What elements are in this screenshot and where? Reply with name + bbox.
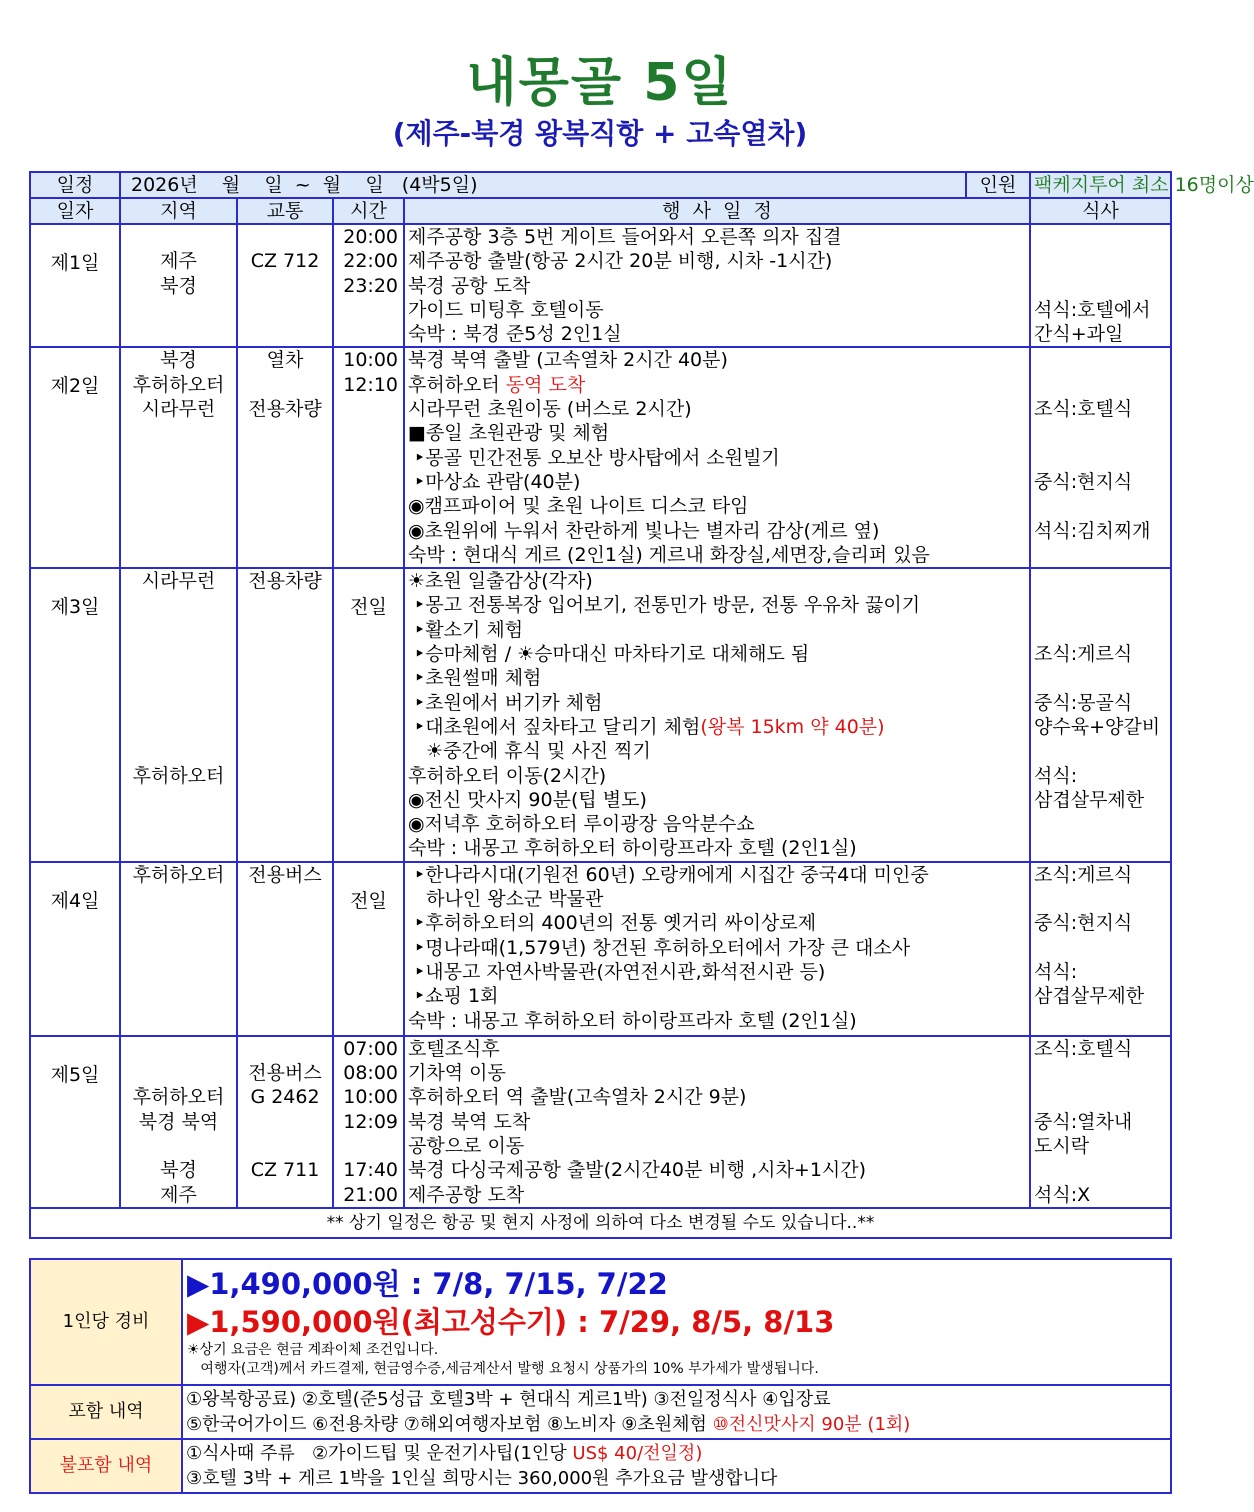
meal-line: 조식:호텔식 — [1034, 398, 1133, 421]
meal-line — [1034, 936, 1167, 960]
time-line — [337, 1134, 398, 1158]
day-meals — [1030, 347, 1171, 568]
excluded-line-1-red: US$ 40/전일정) — [572, 1443, 703, 1464]
transport-line: CZ 711 — [250, 1159, 320, 1182]
itinerary-line: 북경 다싱국제공항 출발(2시간40분 비행 ,시차+1시간) — [408, 1159, 867, 1182]
price-line-peak: ▶1,590,000원(최고성수기) : 7/29, 8/5, 8/13 — [187, 1305, 835, 1339]
day-transport — [237, 1036, 333, 1208]
itinerary-line: ‣몽고 전통복장 입어보기, 전통민가 방문, 전통 우유차 끓이기 — [408, 594, 921, 617]
meal-line: 간식+과일 — [1034, 323, 1124, 346]
day-row — [30, 347, 1171, 568]
day-times — [333, 862, 404, 1036]
meal-line — [1034, 593, 1167, 617]
included-label: 포함 내역 — [30, 1385, 182, 1439]
schedule-note: ** 상기 일정은 항공 및 현지 사정에 의하여 다소 변경될 수도 있습니다..** — [30, 1208, 1171, 1238]
itinerary-line: ☀중간에 휴식 및 사진 찍기 — [408, 740, 651, 763]
meal-line — [1034, 274, 1167, 298]
transport-line — [241, 1110, 329, 1134]
itinerary-line: 후허하오터 이동(2시간) — [408, 764, 607, 787]
people-value: 팩케지투어 최소 16명이상 — [1034, 174, 1254, 196]
schedule-label: 일정 — [30, 172, 120, 198]
day-region — [120, 862, 237, 1036]
day-region — [120, 568, 237, 862]
region-line — [124, 739, 233, 763]
meal-line — [1034, 1158, 1167, 1182]
time-line: 22:00 — [343, 250, 398, 273]
header-transport: 교통 — [237, 198, 333, 224]
time-line: 전일 — [350, 889, 387, 912]
header-meal: 식사 — [1030, 198, 1171, 224]
included-line-2-red: ⑩전신맛사지 90분 (1회) — [712, 1414, 911, 1435]
meal-line — [1034, 1085, 1167, 1109]
time-line: 23:20 — [343, 274, 398, 297]
transport-line: CZ 712 — [250, 250, 320, 273]
day-transport — [237, 862, 333, 1036]
itinerary-line: 가이드 미팅후 호텔이동 — [408, 298, 604, 321]
region-line — [124, 666, 233, 690]
day-times — [333, 224, 404, 347]
itinerary-line: ‣마상쇼 관람(40분) — [408, 470, 581, 493]
meal-line — [1034, 739, 1167, 763]
meal-line — [1034, 618, 1167, 642]
page-title: 내몽골 5일 — [466, 53, 734, 113]
meal-line — [1034, 1061, 1167, 1085]
itinerary-line: ‣내몽고 자연사박물관(자연전시관,화석전시관 등) — [408, 960, 826, 983]
itinerary-line: ‣쇼핑 1회 — [408, 985, 499, 1008]
excluded-line-2: ③호텔 3박 + 게르 1박을 1인실 희망시는 360,000원 추가요금 발생합니다 — [186, 1468, 778, 1489]
region-line: 북경 북역 — [138, 1110, 219, 1133]
region-line — [124, 1037, 233, 1061]
day-times — [333, 568, 404, 862]
itinerary-line: ■종일 초원관광 및 체험 — [408, 422, 610, 445]
day-times — [333, 1036, 404, 1208]
day-meals — [1030, 1036, 1171, 1208]
itinerary-line: 제주공항 출발(항공 2시간 20분 비행, 시차 -1시간) — [408, 250, 833, 273]
itinerary-line — [408, 715, 1026, 739]
meal-line: 중식:열차내 — [1034, 1110, 1133, 1133]
time-line: 10:00 — [343, 349, 398, 372]
day-meals — [1030, 862, 1171, 1036]
itinerary-line: 시라무런 초원이동 (버스로 2시간) — [408, 398, 692, 421]
itinerary-line: 북경 북역 출발 (고속열차 2시간 40분) — [408, 349, 728, 372]
time-line: 12:10 — [343, 373, 398, 396]
included-line-2: ⑤한국어가이드 ⑥전용차량 ⑦해외여행자보험 ⑧노비자 ⑨초원체험 — [186, 1414, 713, 1435]
transport-line: G 2462 — [250, 1086, 320, 1109]
itinerary-line: 공항으로 이동 — [408, 1134, 525, 1157]
itinerary-line: 북경 북역 도착 — [408, 1110, 531, 1133]
people-label: 인원 — [965, 173, 1029, 197]
meal-line — [1034, 249, 1167, 273]
meal-line — [1034, 373, 1167, 397]
meal-line: 삼겹살무제한 — [1034, 788, 1145, 811]
header-region: 지역 — [120, 198, 237, 224]
region-line: 후허하오터 — [132, 764, 225, 787]
region-line — [124, 715, 233, 739]
transport-line: 전용버스 — [248, 1062, 322, 1085]
itinerary-line: ‣후허하오터의 400년의 전통 옛거리 싸이상로제 — [408, 912, 817, 935]
schedule-value: 2026년 월 일 ~ 월 일 (4박5일) — [131, 174, 478, 196]
meal-line: 도시락 — [1034, 1134, 1090, 1157]
time-line: 12:09 — [343, 1110, 398, 1133]
note-row — [30, 1208, 1171, 1238]
day-region — [120, 1036, 237, 1208]
meal-line: 중식:현지식 — [1034, 912, 1133, 935]
day-row — [30, 1036, 1171, 1208]
meal-line: 석식:X — [1034, 1183, 1091, 1206]
itinerary-highlight: 동역 도착 — [505, 373, 586, 396]
time-line: 08:00 — [343, 1062, 398, 1085]
header-time: 시간 — [333, 198, 404, 224]
time-line: 07:00 — [343, 1037, 398, 1060]
region-line: 북경 — [160, 1159, 197, 1182]
transport-line: 열차 — [266, 349, 304, 372]
region-line: 북경 — [160, 274, 197, 297]
itinerary-line: 호텔조식후 — [408, 1037, 500, 1060]
itinerary-line: 숙박 : 북경 준5성 2인1실 — [408, 323, 622, 346]
meal-line — [1034, 348, 1167, 372]
day-transport — [237, 224, 333, 347]
itinerary-line: 숙박 : 내몽고 후허하오터 하이랑프라자 호텔 (2인1실) — [408, 837, 857, 860]
itinerary-line: ◉저녁후 호허하오터 루이광장 음악분수쇼 — [408, 813, 755, 836]
price-table — [29, 1258, 1172, 1494]
meal-line: 양수육+양갈비 — [1034, 715, 1161, 738]
region-line: 후허하오터 — [132, 373, 225, 396]
price-note-2: 여행자(고객)께서 카드결제, 현금영수증,세금계산서 발행 요청시 상품가의 10% 부가세가 발생됩니다. — [187, 1361, 819, 1377]
day-label: 제1일 — [30, 224, 120, 347]
itinerary-line: 제주공항 3층 5번 게이트 들어와서 오른쪽 의자 집결 — [408, 226, 842, 248]
transport-line: 전용버스 — [248, 863, 322, 886]
time-line: 10:00 — [343, 1086, 398, 1109]
meal-line: 조식:게르식 — [1034, 643, 1133, 666]
itinerary-line: ‣초원썰매 체험 — [408, 667, 542, 690]
header-day: 일자 — [30, 198, 120, 224]
meal-line — [1034, 887, 1167, 911]
itinerary-line: 숙박 : 현대식 게르 (2인1실) 게르내 화장실,세면장,슬리퍼 있음 — [408, 543, 930, 566]
column-header-row — [30, 198, 1171, 224]
excluded-row — [30, 1439, 1171, 1493]
region-line: 후허하오터 — [132, 863, 225, 886]
itinerary-line: ◉초원위에 누워서 찬란하게 빛나는 별자리 감상(게르 옆) — [408, 519, 880, 542]
region-line — [124, 593, 233, 617]
meal-line: 석식: — [1034, 764, 1078, 787]
region-line: 제주 — [160, 250, 197, 273]
region-line — [124, 225, 233, 249]
region-line — [124, 618, 233, 642]
day-itinerary — [404, 862, 1030, 1036]
itinerary-table — [29, 171, 1254, 1239]
transport-line: 전용차량 — [248, 570, 322, 593]
itinerary-line: ◉캠프파이어 및 초원 나이트 디스코 타임 — [408, 495, 749, 518]
time-line: 21:00 — [343, 1183, 398, 1206]
day-region — [120, 347, 237, 568]
transport-line — [241, 373, 329, 397]
day-transport — [237, 347, 333, 568]
meal-line — [1034, 666, 1167, 690]
day-meals — [1030, 224, 1171, 347]
region-line — [124, 691, 233, 715]
price-label: 1인당 경비 — [30, 1259, 182, 1385]
region-line: 북경 — [160, 349, 197, 372]
day-itinerary — [404, 224, 1030, 347]
itinerary-line: ‣활소기 체험 — [408, 618, 524, 641]
included-line-1: ①왕복항공료) ②호텔(준5성급 호텔3박 + 현대식 게르1박) ③전일정식사 ④입장료 — [186, 1389, 831, 1410]
region-line: 시라무런 — [141, 398, 216, 421]
meal-line: 석식: — [1034, 960, 1078, 983]
itinerary-line — [408, 373, 1026, 397]
price-line-regular: ▶1,490,000원 : 7/8, 7/15, 7/22 — [187, 1267, 668, 1301]
itinerary-line: 숙박 : 내몽고 후허하오터 하이랑프라자 호텔 (2인1실) — [408, 1009, 857, 1032]
day-itinerary — [404, 347, 1030, 568]
itinerary-line: ◉전신 맛사지 90분(팁 별도) — [408, 788, 647, 811]
meal-line — [1034, 225, 1167, 249]
region-line — [124, 642, 233, 666]
meal-line: 중식:현지식 — [1034, 470, 1133, 493]
transport-line — [241, 1037, 329, 1061]
region-line — [124, 1134, 233, 1158]
region-line — [124, 1061, 233, 1085]
itinerary-line: ☀초원 일출감상(각자) — [408, 570, 593, 593]
page-subtitle: (제주-북경 왕복직항 + 고속열차) — [392, 117, 808, 150]
itinerary-line: ‣몽골 민간전통 오보산 방사탑에서 소원빌기 — [408, 446, 780, 469]
itinerary-line: ‣명나라때(1,579년) 창건된 후허하오터에서 가장 큰 대소사 — [408, 936, 911, 959]
meal-line — [1034, 569, 1167, 593]
day-label: 제5일 — [30, 1036, 120, 1208]
itinerary-text: 후허하오터 — [408, 373, 506, 396]
itinerary-line: 북경 공항 도착 — [408, 274, 531, 297]
excluded-line-1: ①식사때 주류 ②가이드팁 및 운전기사팁(1인당 — [186, 1443, 573, 1464]
day-times — [333, 347, 404, 568]
itinerary-line: 후허하오터 역 출발(고속열차 2시간 9분) — [408, 1086, 747, 1109]
itinerary-line: 제주공항 도착 — [408, 1183, 525, 1206]
meal-line: 석식:호텔에서 — [1034, 298, 1151, 321]
itinerary-highlight: (왕복 15km 약 40분) — [700, 715, 885, 738]
price-row — [30, 1259, 1171, 1385]
day-row — [30, 224, 1171, 347]
day-label: 제4일 — [30, 862, 120, 1036]
day-meals — [1030, 568, 1171, 862]
included-row — [30, 1385, 1171, 1439]
day-itinerary — [404, 1036, 1030, 1208]
day-label: 제3일 — [30, 568, 120, 862]
price-note-1: ☀상기 요금은 현금 계좌이체 조건입니다. — [187, 1342, 439, 1358]
meal-line: 삼겹살무제한 — [1034, 985, 1145, 1008]
day-row — [30, 862, 1171, 1036]
itinerary-line: 하나인 왕소군 박물관 — [408, 888, 604, 911]
meal-line — [1034, 446, 1167, 470]
meal-line: 석식:김치찌개 — [1034, 519, 1151, 542]
itinerary-line: ‣초원에서 버기카 체험 — [408, 691, 603, 714]
day-itinerary — [404, 568, 1030, 862]
itinerary-line: ‣한나라시대(기원전 60년) 오랑캐에게 시집간 중국4대 미인중 — [408, 863, 929, 886]
transport-line: 전용차량 — [248, 398, 322, 421]
day-row — [30, 568, 1171, 862]
time-line: 20:00 — [343, 226, 398, 248]
day-transport — [237, 568, 333, 862]
meal-line — [1034, 494, 1167, 518]
day-label: 제2일 — [30, 347, 120, 568]
transport-line — [241, 225, 329, 249]
itinerary-line: 기차역 이동 — [408, 1062, 506, 1085]
region-line: 제주 — [160, 1183, 197, 1206]
meal-line: 조식:게르식 — [1034, 863, 1133, 886]
transport-line — [241, 1134, 329, 1158]
itinerary-text: ‣대초원에서 짚차타고 달리기 체험 — [408, 715, 701, 738]
meal-line: 조식:호텔식 — [1034, 1037, 1133, 1060]
schedule-info-row — [30, 172, 1171, 198]
region-line: 시라무런 — [141, 570, 216, 593]
meal-line — [1034, 421, 1167, 445]
meal-line: 중식:몽골식 — [1034, 691, 1133, 714]
itinerary-line: ‣승마체험 / ☀승마대신 마차타기로 대체해도 됨 — [408, 643, 810, 666]
time-line: 17:40 — [343, 1159, 398, 1182]
header-itinerary: 행 사 일 정 — [404, 198, 1030, 224]
excluded-label: 불포함 내역 — [30, 1439, 182, 1493]
region-line: 후허하오터 — [132, 1086, 225, 1109]
day-region — [120, 224, 237, 347]
time-line: 전일 — [350, 596, 387, 619]
